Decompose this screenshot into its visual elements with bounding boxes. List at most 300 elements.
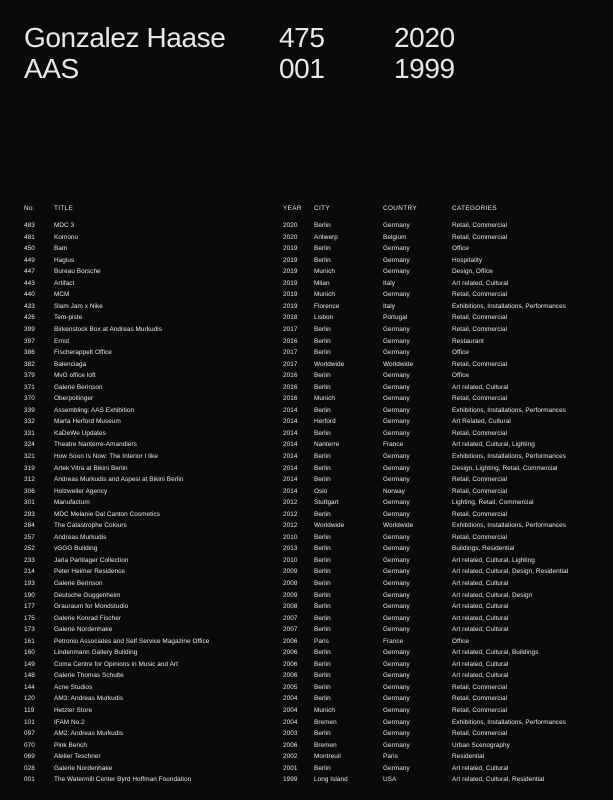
table-row[interactable]: [24, 289, 589, 301]
cell-title: Galerie Thomas Schulte: [54, 672, 124, 680]
cell-no: 144: [24, 683, 35, 691]
table-row[interactable]: [24, 255, 589, 267]
cell-year: 2019: [283, 245, 298, 253]
cell-categories: Office: [452, 349, 469, 357]
cell-no: 483: [24, 222, 35, 230]
cell-no: 160: [24, 649, 35, 657]
cell-categories: Exhibitions, Installations, Performances: [452, 302, 566, 310]
cell-categories: Art related, Cultural, Lighting: [452, 441, 535, 449]
table-row[interactable]: [24, 405, 589, 417]
cell-categories: Retail, Commercial: [452, 314, 508, 322]
column-header-no: No.: [24, 205, 35, 212]
cell-title: Balenciaga: [54, 360, 87, 368]
cell-no: 097: [24, 730, 35, 738]
table-row[interactable]: [24, 416, 589, 428]
cell-no: 386: [24, 349, 35, 357]
cell-year: 2003: [283, 730, 298, 738]
cell-no: 399: [24, 325, 35, 333]
cell-no: 233: [24, 556, 35, 564]
cell-no: 173: [24, 626, 35, 634]
cell-year: 2007: [283, 614, 298, 622]
table-header-row: [24, 203, 589, 215]
cell-title: Galerie Nordenhake: [54, 764, 113, 772]
cell-categories: Art related, Cultural, Residential: [452, 776, 545, 784]
cell-no: 426: [24, 314, 35, 322]
cell-categories: Art related, Cultural: [452, 383, 509, 391]
table-row[interactable]: [24, 670, 589, 682]
cell-categories: Retail, Commercial: [452, 429, 508, 437]
cell-year: 2006: [283, 649, 298, 657]
cell-country: Worldwide: [383, 522, 414, 530]
cell-categories: Art related, Cultural: [452, 660, 509, 668]
cell-no: 252: [24, 545, 35, 553]
cell-country: Norway: [383, 487, 406, 495]
cell-country: Germany: [383, 349, 410, 357]
cell-title: Deutsche Guggenheim: [54, 591, 121, 599]
cell-city: Berlin: [314, 614, 331, 622]
cell-city: Berlin: [314, 672, 331, 680]
cell-title: Bam: [54, 245, 68, 253]
table-row[interactable]: [24, 278, 589, 290]
cell-city: Bremen: [314, 718, 337, 726]
cell-city: Paris: [314, 637, 329, 645]
cell-categories: Retail, Commercial: [452, 222, 508, 230]
cell-city: Worldwide: [314, 522, 345, 530]
table-row[interactable]: [24, 728, 589, 740]
table-row[interactable]: [24, 693, 589, 705]
cell-title: Petronio Associates and Self Service Magazine Office: [54, 637, 210, 645]
cell-title: Slam Jam x Nike: [54, 302, 103, 310]
cell-country: Germany: [383, 649, 410, 657]
cell-country: Germany: [383, 429, 410, 437]
cell-year: 2008: [283, 603, 298, 611]
cell-title: Grauraum for Mondstudio: [54, 603, 129, 611]
cell-categories: Art related, Cultural, Buildings: [452, 649, 539, 657]
cell-city: Herford: [314, 418, 336, 426]
cell-year: 2018: [283, 314, 298, 322]
table-row[interactable]: [24, 520, 589, 532]
cell-categories: Restaurant: [452, 337, 484, 345]
cell-categories: Exhibitions, Installations, Performances: [452, 522, 566, 530]
cell-year: 2014: [283, 441, 298, 449]
cell-title: The Catastrophe Colours: [54, 522, 127, 530]
cell-country: Germany: [383, 730, 410, 738]
cell-no: 001: [24, 776, 35, 784]
cell-title: Acne Studios: [54, 683, 93, 691]
cell-city: Berlin: [314, 591, 331, 599]
cell-title: KaDeWe Updates: [54, 429, 106, 437]
cell-city: Stuttgart: [314, 499, 339, 507]
cell-country: USA: [383, 776, 397, 784]
table-row[interactable]: [24, 336, 589, 348]
cell-title: Fischerappelt Office: [54, 349, 112, 357]
table-row[interactable]: [24, 220, 589, 232]
cell-country: Germany: [383, 325, 410, 333]
cell-country: Germany: [383, 614, 410, 622]
cell-categories: Office: [452, 637, 469, 645]
table-row[interactable]: [24, 312, 589, 324]
cell-no: 331: [24, 429, 35, 437]
cell-no: 339: [24, 406, 35, 414]
cell-no: 433: [24, 302, 35, 310]
cell-year: 2019: [283, 256, 298, 264]
cell-categories: Retail, Commercial: [452, 291, 508, 299]
column-header-city: CITY: [314, 205, 330, 212]
table-row[interactable]: [24, 439, 589, 451]
cell-country: Germany: [383, 476, 410, 484]
table-row[interactable]: [24, 751, 589, 763]
column-header-country: COUNTRY: [383, 205, 417, 212]
cell-city: Berlin: [314, 568, 331, 576]
cell-no: 177: [24, 603, 35, 611]
cell-categories: Retail, Commercial: [452, 487, 508, 495]
cell-city: Berlin: [314, 245, 331, 253]
table-row[interactable]: [24, 578, 589, 590]
table-row[interactable]: [24, 566, 589, 578]
cell-no: 324: [24, 441, 35, 449]
cell-city: Berlin: [314, 372, 331, 380]
cell-no: 175: [24, 614, 35, 622]
cell-no: 149: [24, 660, 35, 668]
table-row[interactable]: [24, 717, 589, 729]
cell-city: Oslo: [314, 487, 328, 495]
cell-no: 101: [24, 718, 35, 726]
cell-categories: Art related, Cultural: [452, 764, 509, 772]
cell-country: Germany: [383, 741, 410, 749]
cell-title: Pink Bench: [54, 741, 87, 749]
cell-year: 2009: [283, 591, 298, 599]
table-row[interactable]: [24, 370, 589, 382]
table-row[interactable]: [24, 774, 589, 786]
cell-city: Berlin: [314, 603, 331, 611]
cell-country: Germany: [383, 291, 410, 299]
cell-no: 257: [24, 533, 35, 541]
cell-year: 2014: [283, 418, 298, 426]
cell-city: Lisbon: [314, 314, 334, 322]
cell-categories: Art related, Cultural: [452, 614, 509, 622]
cell-title: Andreas Murkudis and Aspesi at Bikini Berlin: [54, 476, 184, 484]
cell-no: 443: [24, 279, 35, 287]
cell-city: Berlin: [314, 222, 331, 230]
cell-country: Germany: [383, 580, 410, 587]
cell-country: Germany: [383, 245, 410, 253]
cell-city: Berlin: [314, 660, 331, 668]
cell-categories: Retail, Commercial: [452, 476, 508, 484]
cell-categories: Urban Scenography: [452, 741, 510, 749]
cell-title: vGGG Building: [54, 545, 98, 553]
cell-categories: Retail, Commercial: [452, 707, 508, 715]
cell-country: Germany: [383, 268, 410, 276]
cell-no: 284: [24, 522, 35, 530]
cell-categories: Buildings, Residential: [452, 545, 515, 553]
cell-categories: Retail, Commercial: [452, 695, 508, 703]
cell-categories: Retail, Commercial: [452, 533, 508, 541]
cell-year: 2006: [283, 741, 298, 749]
cell-year: 2014: [283, 476, 298, 484]
cell-country: Germany: [383, 418, 410, 426]
cell-title: Tem-piste: [54, 314, 83, 322]
cell-title: Artek Vitra at Bikini Berlin: [54, 464, 128, 472]
cell-year: 2016: [283, 395, 298, 403]
cell-no: 293: [24, 510, 35, 518]
cell-city: Bremen: [314, 741, 337, 749]
cell-title: Oberpollinger: [54, 395, 94, 403]
table-row[interactable]: [24, 463, 589, 475]
table-row[interactable]: [24, 532, 589, 544]
cell-no: 450: [24, 245, 35, 253]
project-count-min: 001: [279, 53, 325, 84]
cell-no: 332: [24, 418, 35, 426]
project-count-max: 475: [279, 22, 325, 53]
cell-country: Germany: [383, 568, 410, 576]
cell-title: MCM: [54, 291, 70, 299]
cell-city: Berlin: [314, 730, 331, 738]
table-row[interactable]: [24, 659, 589, 671]
cell-year: 2006: [283, 660, 298, 668]
cell-city: Florence: [314, 302, 340, 310]
cell-categories: Residential: [452, 753, 485, 761]
cell-categories: Art related, Cultural: [452, 626, 509, 634]
cell-city: Berlin: [314, 325, 331, 333]
cell-year: 2016: [283, 383, 298, 391]
cell-title: Hetzler Store: [54, 707, 93, 715]
cell-country: Germany: [383, 452, 410, 460]
cell-categories: Office: [452, 245, 469, 253]
cell-year: 2010: [283, 556, 298, 564]
cell-title: IFAM No.2: [54, 718, 85, 726]
cell-country: Paris: [383, 753, 398, 761]
cell-categories: Exhibitions, Installations, Performances: [452, 452, 566, 460]
cell-city: Berlin: [314, 464, 331, 472]
cell-country: Germany: [383, 626, 410, 634]
cell-city: Berlin: [314, 649, 331, 657]
cell-no: 379: [24, 372, 35, 380]
cell-country: Germany: [383, 222, 410, 230]
table-row[interactable]: [24, 474, 589, 486]
cell-country: Germany: [383, 256, 410, 264]
cell-city: Berlin: [314, 476, 331, 484]
cell-year: 2012: [283, 522, 298, 530]
cell-year: 2017: [283, 349, 298, 357]
cell-title: Marta Herford Museum: [54, 418, 121, 426]
cell-title: Artifact: [54, 279, 75, 287]
cell-year: 2004: [283, 695, 298, 703]
table-row[interactable]: [24, 636, 589, 648]
cell-country: Germany: [383, 510, 410, 518]
cell-country: Germany: [383, 395, 410, 403]
cell-title: Bureau Borsche: [54, 268, 101, 276]
cell-no: 306: [24, 487, 35, 495]
cell-city: Berlin: [314, 383, 331, 391]
cell-categories: Lighting, Retail, Commercial: [452, 499, 534, 507]
cell-categories: Art Related, Cultural: [452, 418, 511, 426]
cell-year: 2009: [283, 568, 298, 576]
table-row[interactable]: [24, 266, 589, 278]
cell-year: 2016: [283, 337, 298, 345]
cell-country: France: [383, 441, 404, 449]
table-row[interactable]: [24, 601, 589, 613]
cell-no: 214: [24, 568, 35, 576]
table-row[interactable]: [24, 555, 589, 567]
cell-city: Munich: [314, 268, 335, 276]
cell-categories: Exhibitions, Installations, Performances: [452, 406, 566, 414]
cell-country: Germany: [383, 707, 410, 715]
cell-no: 440: [24, 291, 35, 299]
cell-categories: Art related, Cultural, Design: [452, 591, 533, 599]
table-row[interactable]: [24, 382, 589, 394]
table-body: [24, 220, 589, 786]
cell-no: 193: [24, 580, 35, 587]
table-row[interactable]: [24, 647, 589, 659]
cell-city: Munich: [314, 395, 335, 403]
cell-year: 2019: [283, 268, 298, 276]
column-header-year: YEAR: [283, 205, 302, 212]
cell-city: Berlin: [314, 452, 331, 460]
cell-city: Berlin: [314, 626, 331, 634]
cell-year: 2006: [283, 672, 298, 680]
table-row[interactable]: [24, 324, 589, 336]
cell-no: 447: [24, 268, 35, 276]
table-row[interactable]: [24, 590, 589, 602]
cell-title: MvG office loft: [54, 372, 96, 380]
cell-year: 2002: [283, 753, 298, 761]
cell-title: Komono: [54, 233, 79, 241]
cell-year: 2019: [283, 291, 298, 299]
table-row[interactable]: [24, 740, 589, 752]
cell-no: 070: [24, 741, 35, 749]
table-row[interactable]: [24, 243, 589, 255]
cell-year: 2006: [283, 637, 298, 645]
cell-year: 2004: [283, 707, 298, 715]
cell-categories: Art related, Cultural, Design, Residential: [452, 568, 569, 576]
cell-city: Berlin: [314, 556, 331, 564]
cell-title: MDC Melanie Dal Canton Cosmetics: [54, 510, 160, 518]
cell-categories: Design, Lighting, Retail, Commercial: [452, 464, 558, 472]
table-row[interactable]: [24, 486, 589, 498]
cell-categories: Retail, Commercial: [452, 360, 508, 368]
cell-no: 190: [24, 591, 35, 599]
cell-title: Coma Centre for Opinions in Music and Art: [54, 660, 178, 668]
cell-country: Germany: [383, 499, 410, 507]
cell-year: 2001: [283, 764, 298, 772]
cell-no: 312: [24, 476, 35, 484]
cell-title: Hagius: [54, 256, 75, 264]
cell-title: Manufactum: [54, 499, 90, 507]
cell-city: Berlin: [314, 683, 331, 691]
cell-city: Berlin: [314, 429, 331, 437]
cell-no: 370: [24, 395, 35, 403]
cell-country: Belgium: [383, 233, 407, 241]
table-row[interactable]: [24, 624, 589, 636]
cell-city: Milan: [314, 279, 330, 287]
table-row[interactable]: [24, 359, 589, 371]
cell-no: 120: [24, 695, 35, 703]
cell-title: Galerie Berinson: [54, 383, 103, 391]
cell-country: Germany: [383, 764, 410, 772]
cell-title: Theatre Nanterre-Amandiers: [54, 441, 137, 449]
cell-categories: Hospitality: [452, 256, 483, 264]
cell-title: Birkenstock Box at Andreas Murkudis: [54, 325, 162, 333]
cell-city: Berlin: [314, 406, 331, 414]
cell-city: Montreuil: [314, 753, 341, 761]
table-row[interactable]: [24, 613, 589, 625]
cell-year: 2020: [283, 222, 298, 230]
cell-title: Galerie Konrad Fischer: [54, 614, 122, 622]
table-row[interactable]: [24, 232, 589, 244]
cell-title: Atelier Teschner: [54, 753, 101, 761]
table-row[interactable]: [24, 347, 589, 359]
cell-city: Long Island: [314, 776, 348, 784]
cell-year: 2008: [283, 580, 298, 587]
table-row[interactable]: [24, 763, 589, 775]
cell-title: Andreas Murkudis: [54, 533, 107, 541]
cell-categories: Art related, Cultural, Lighting: [452, 556, 535, 564]
cell-country: Germany: [383, 683, 410, 691]
cell-categories: Art related, Cultural: [452, 279, 509, 287]
cell-no: 148: [24, 672, 35, 680]
table-row[interactable]: [24, 301, 589, 313]
cell-country: Germany: [383, 556, 410, 564]
table-row[interactable]: [24, 497, 589, 509]
cell-title: Jarla Partilager Collection: [54, 556, 129, 564]
table-row[interactable]: [24, 682, 589, 694]
cell-categories: Retail, Commercial: [452, 395, 508, 403]
cell-country: Germany: [383, 383, 410, 391]
cell-country: Germany: [383, 695, 410, 703]
cell-title: How Soon Is Now: The Interior I like: [54, 452, 158, 460]
cell-year: 1999: [283, 776, 298, 784]
cell-year: 2013: [283, 545, 298, 553]
projects-table: [24, 203, 589, 786]
cell-city: Berlin: [314, 580, 331, 587]
cell-country: Germany: [383, 372, 410, 380]
cell-title: AM3: Andreas Murkudis: [54, 695, 124, 703]
cell-categories: Art related, Cultural: [452, 580, 509, 587]
cell-no: 301: [24, 499, 35, 507]
cell-no: 069: [24, 753, 35, 761]
table-row[interactable]: [24, 705, 589, 717]
table-row[interactable]: [24, 393, 589, 405]
table-row[interactable]: [24, 509, 589, 521]
cell-city: Munich: [314, 291, 335, 299]
cell-city: Worldwide: [314, 360, 345, 368]
studio-name-line2: AAS: [24, 53, 79, 84]
cell-categories: Retail, Commercial: [452, 325, 508, 333]
cell-no: 449: [24, 256, 35, 264]
cell-city: Antwerp: [314, 233, 338, 241]
cell-city: Munich: [314, 707, 335, 715]
table-row[interactable]: [24, 543, 589, 555]
cell-year: 2007: [283, 626, 298, 634]
cell-year: 2014: [283, 452, 298, 460]
cell-categories: Retail, Commercial: [452, 510, 508, 518]
cell-year: 2017: [283, 360, 298, 368]
table-row[interactable]: [24, 428, 589, 440]
page-header: [24, 22, 589, 84]
cell-categories: Art related, Cultural: [452, 603, 509, 611]
cell-categories: Office: [452, 372, 469, 380]
cell-no: 161: [24, 637, 35, 645]
column-header-categories: CATEGORIES: [452, 205, 497, 212]
cell-categories: Retail, Commercial: [452, 730, 508, 738]
cell-title: Assembling: AAS Exhibition: [54, 406, 135, 414]
cell-country: Germany: [383, 464, 410, 472]
cell-country: Worldwide: [383, 360, 414, 368]
cell-year: 2014: [283, 487, 298, 495]
cell-no: 371: [24, 383, 35, 391]
table-row[interactable]: [24, 451, 589, 463]
cell-country: Germany: [383, 337, 410, 345]
